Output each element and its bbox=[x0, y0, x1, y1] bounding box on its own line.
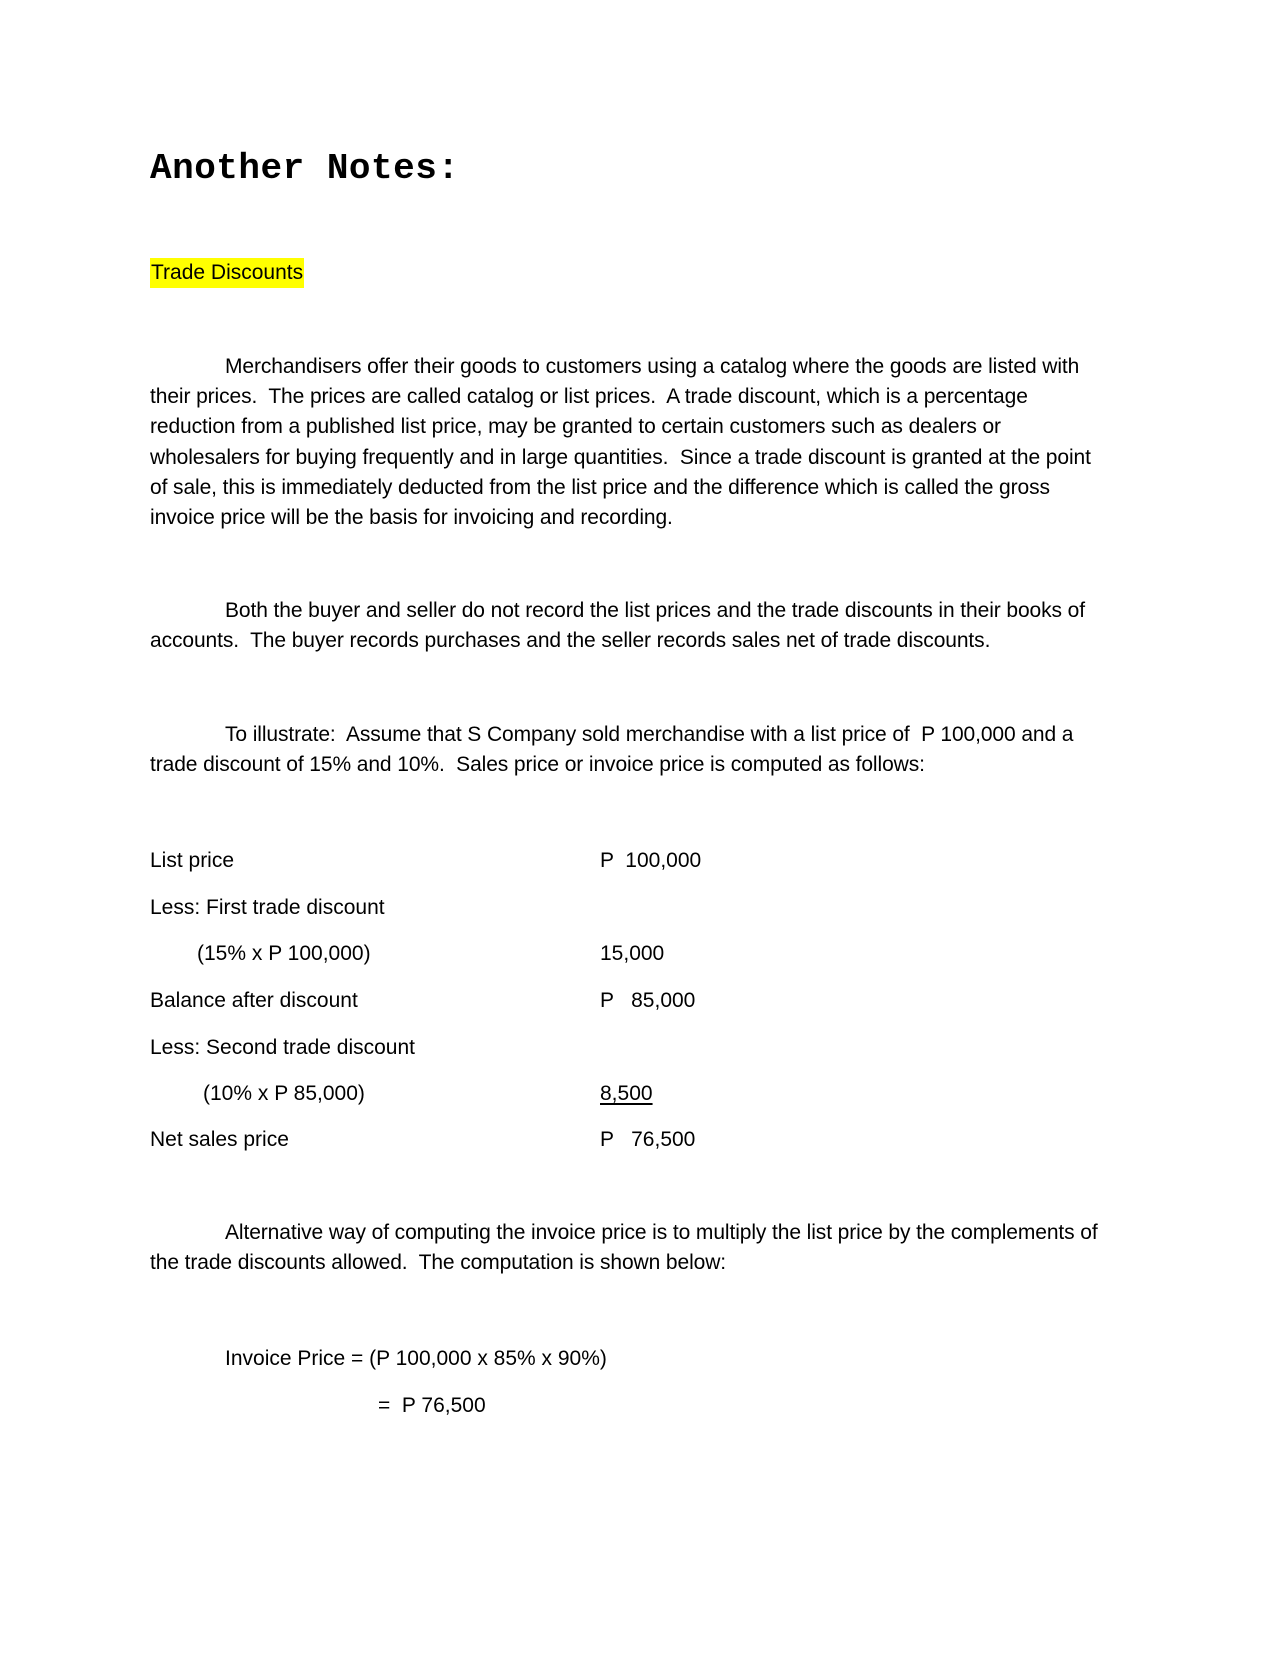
table-row-first-discount-calc bbox=[0, 939, 1280, 969]
row-label: (15% x P 100,000) bbox=[197, 942, 371, 965]
row-label: Net sales price bbox=[150, 1128, 289, 1151]
row-amount: 8,500 bbox=[600, 1082, 653, 1105]
table-row-list-price bbox=[0, 846, 1280, 876]
paragraph-recording-net: Both the buyer and seller do not record the list prices and the trade discounts in their books of accounts. The buyer records purchases and the seller records sales net of trade discounts. bbox=[150, 599, 1091, 653]
formula-line-invoice-price: Invoice Price = (P 100,000 x 85% x 90%) bbox=[225, 1347, 607, 1370]
table-row-balance bbox=[0, 986, 1280, 1016]
formula-line-result: = P 76,500 bbox=[378, 1394, 486, 1417]
row-label: Less: Second trade discount bbox=[150, 1036, 416, 1059]
row-label: Less: First trade discount bbox=[150, 896, 385, 919]
row-amount: 15,000 bbox=[600, 942, 665, 965]
paragraph-alternative-method: Alternative way of computing the invoice price is to multiply the list price by the complements of the trade discounts allowed. The computation is shown below: bbox=[150, 1221, 1104, 1275]
section-heading-trade-discounts: Trade Discounts bbox=[150, 258, 304, 288]
table-row-second-discount-calc bbox=[0, 1079, 1280, 1109]
table-row-net-sales-price bbox=[0, 1125, 1280, 1155]
row-label: (10% x P 85,000) bbox=[203, 1082, 365, 1105]
row-amount: P 85,000 bbox=[600, 989, 696, 1012]
row-label: Balance after discount bbox=[150, 989, 358, 1012]
row-label: List price bbox=[150, 849, 235, 872]
paragraph-illustration-intro: To illustrate: Assume that S Company sold merchandise with a list price of P 100,000 and a trade discount of 15% and 10%. Sales price or invoice price is computed as follows: bbox=[150, 723, 1080, 777]
table-row-second-discount bbox=[0, 1033, 1280, 1063]
row-amount: P 100,000 bbox=[600, 849, 702, 872]
row-amount: P 76,500 bbox=[600, 1128, 696, 1151]
paragraph-trade-discount-definition: Merchandisers offer their goods to customers using a catalog where the goods are listed with their prices. The prices are called catalog or list prices. A trade discount, which is a percentage reduction from a published list price, may be granted to certain customers such as dealers or wholesalers for buying frequently and in large quantities. Since a trade discount is granted at the point of sale, this is immediately deducted from the list price and the difference which is called the gross invoice price will be the basis for invoicing and recording. bbox=[150, 355, 1097, 530]
page-title: Another Notes: bbox=[150, 148, 460, 189]
table-row-first-discount bbox=[0, 893, 1280, 923]
